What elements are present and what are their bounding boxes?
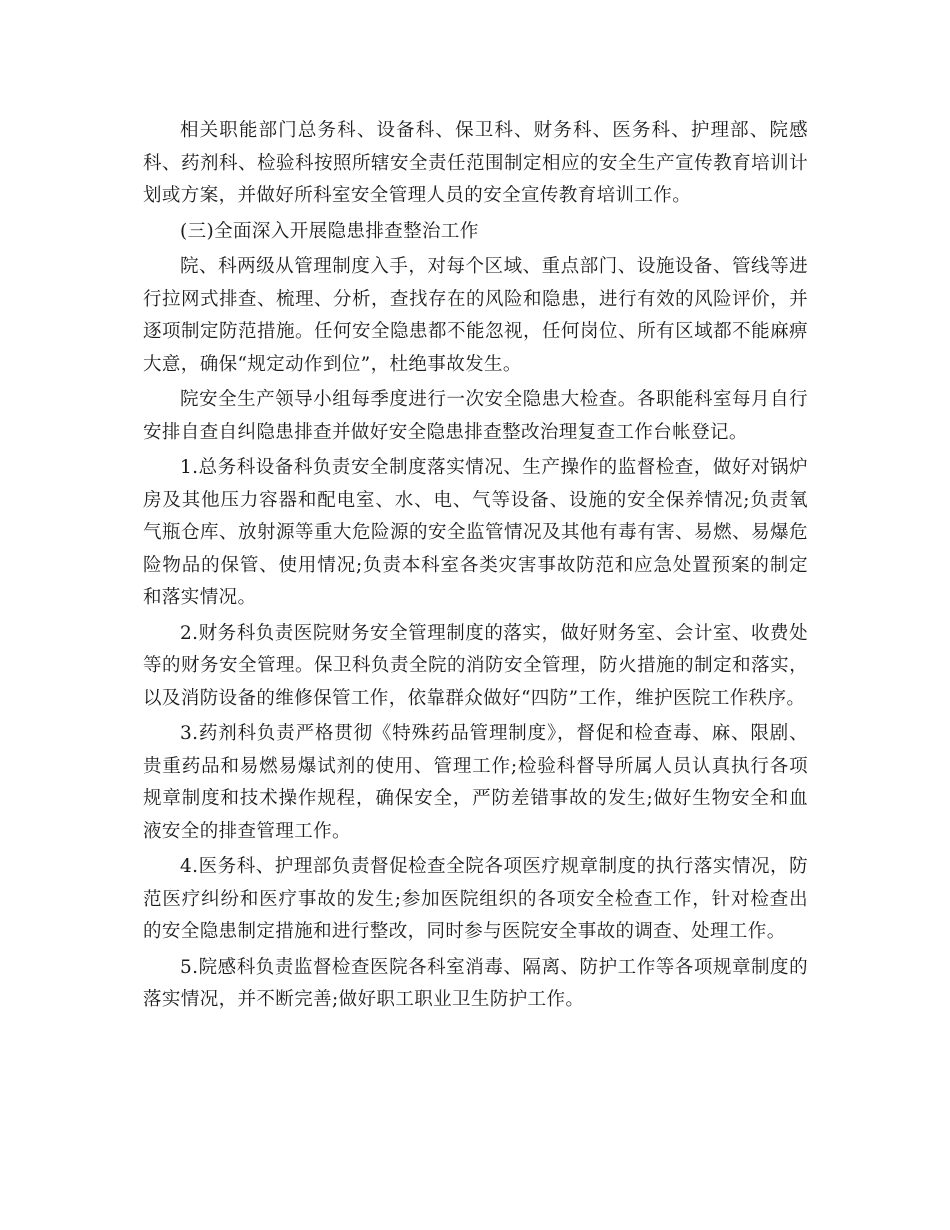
paragraph-item-3: 3.药剂科负责严格贯彻《特殊药品管理制度》，督促和检查毒、麻、限剧、贵重药品和易燃易爆试剂的使用、管理工作;检验科督导所属人员认真执行各项规章制度和技术操作规程，确保安全，严防差错事故的发生;做好生物安全和血液安全的排查管理工作。 [143, 723, 808, 842]
paragraph-department-training: 相关职能部门总务科、设备科、保卫科、财务科、医务科、护理部、院感科、药剂科、检验科按照所辖安全责任范围制定相应的安全生产宣传教育培训计划或方案，并做好所科室安全管理人员的安全宣传教育培训工作。 [143, 120, 808, 206]
section-heading-hazard-inspection: (三)全面深入开展隐患排查整治工作 [180, 220, 479, 242]
paragraph-item-5: 5.院感科负责监督检查医院各科室消毒、隔离、防护工作等各项规章制度的落实情况，并不断完善;做好职工职业卫生防护工作。 [143, 956, 808, 1010]
paragraph-item-2: 2.财务科负责医院财务安全管理制度的落实，做好财务室、会计室、收费处等的财务安全管理。保卫科负责全院的消防安全管理，防火措施的制定和落实，以及消防设备的维修保管工作，依靠群众做好“四防”工作，维护医院工作秩序。 [143, 622, 808, 709]
paragraph-quarterly-inspection: 院安全生产领导小组每季度进行一次安全隐患大检查。各职能科室每月自行安排自查自纠隐患排查并做好安全隐患排查整改治理复查工作台帐登记。 [143, 389, 808, 443]
paragraph-item-4: 4.医务科、护理部负责督促检查全院各项医疗规章制度的执行落实情况，防范医疗纠纷和医疗事故的发生;参加医院组织的各项安全检查工作，针对检查出的安全隐患制定措施和进行整改，同时参与医院安全事故的调查、处理工作。 [143, 856, 808, 942]
paragraph-inspection-overview: 院、科两级从管理制度入手，对每个区域、重点部门、设施设备、管线等进行拉网式排查、梳理、分析，查找存在的风险和隐患，进行有效的风险评价，并逐项制定防范措施。任何安全隐患都不能忽视，任何岗位、所有区域都不能麻痹大意，确保“规定动作到位”，杜绝事故发生。 [143, 256, 808, 375]
document-body [143, 115, 808, 1020]
paragraph-item-1: 1.总务科设备科负责安全制度落实情况、生产操作的监督检查，做好对锅炉房及其他压力容器和配电室、水、电、气等设备、设施的安全保养情况;负责氧气瓶仓库、放射源等重大危险源的安全监管情况及其他有毒有害、易燃、易爆危险物品的保管、使用情况;负责本科室各类灾害事故防范和应急处置预案的制定和落实情况。 [143, 457, 808, 608]
